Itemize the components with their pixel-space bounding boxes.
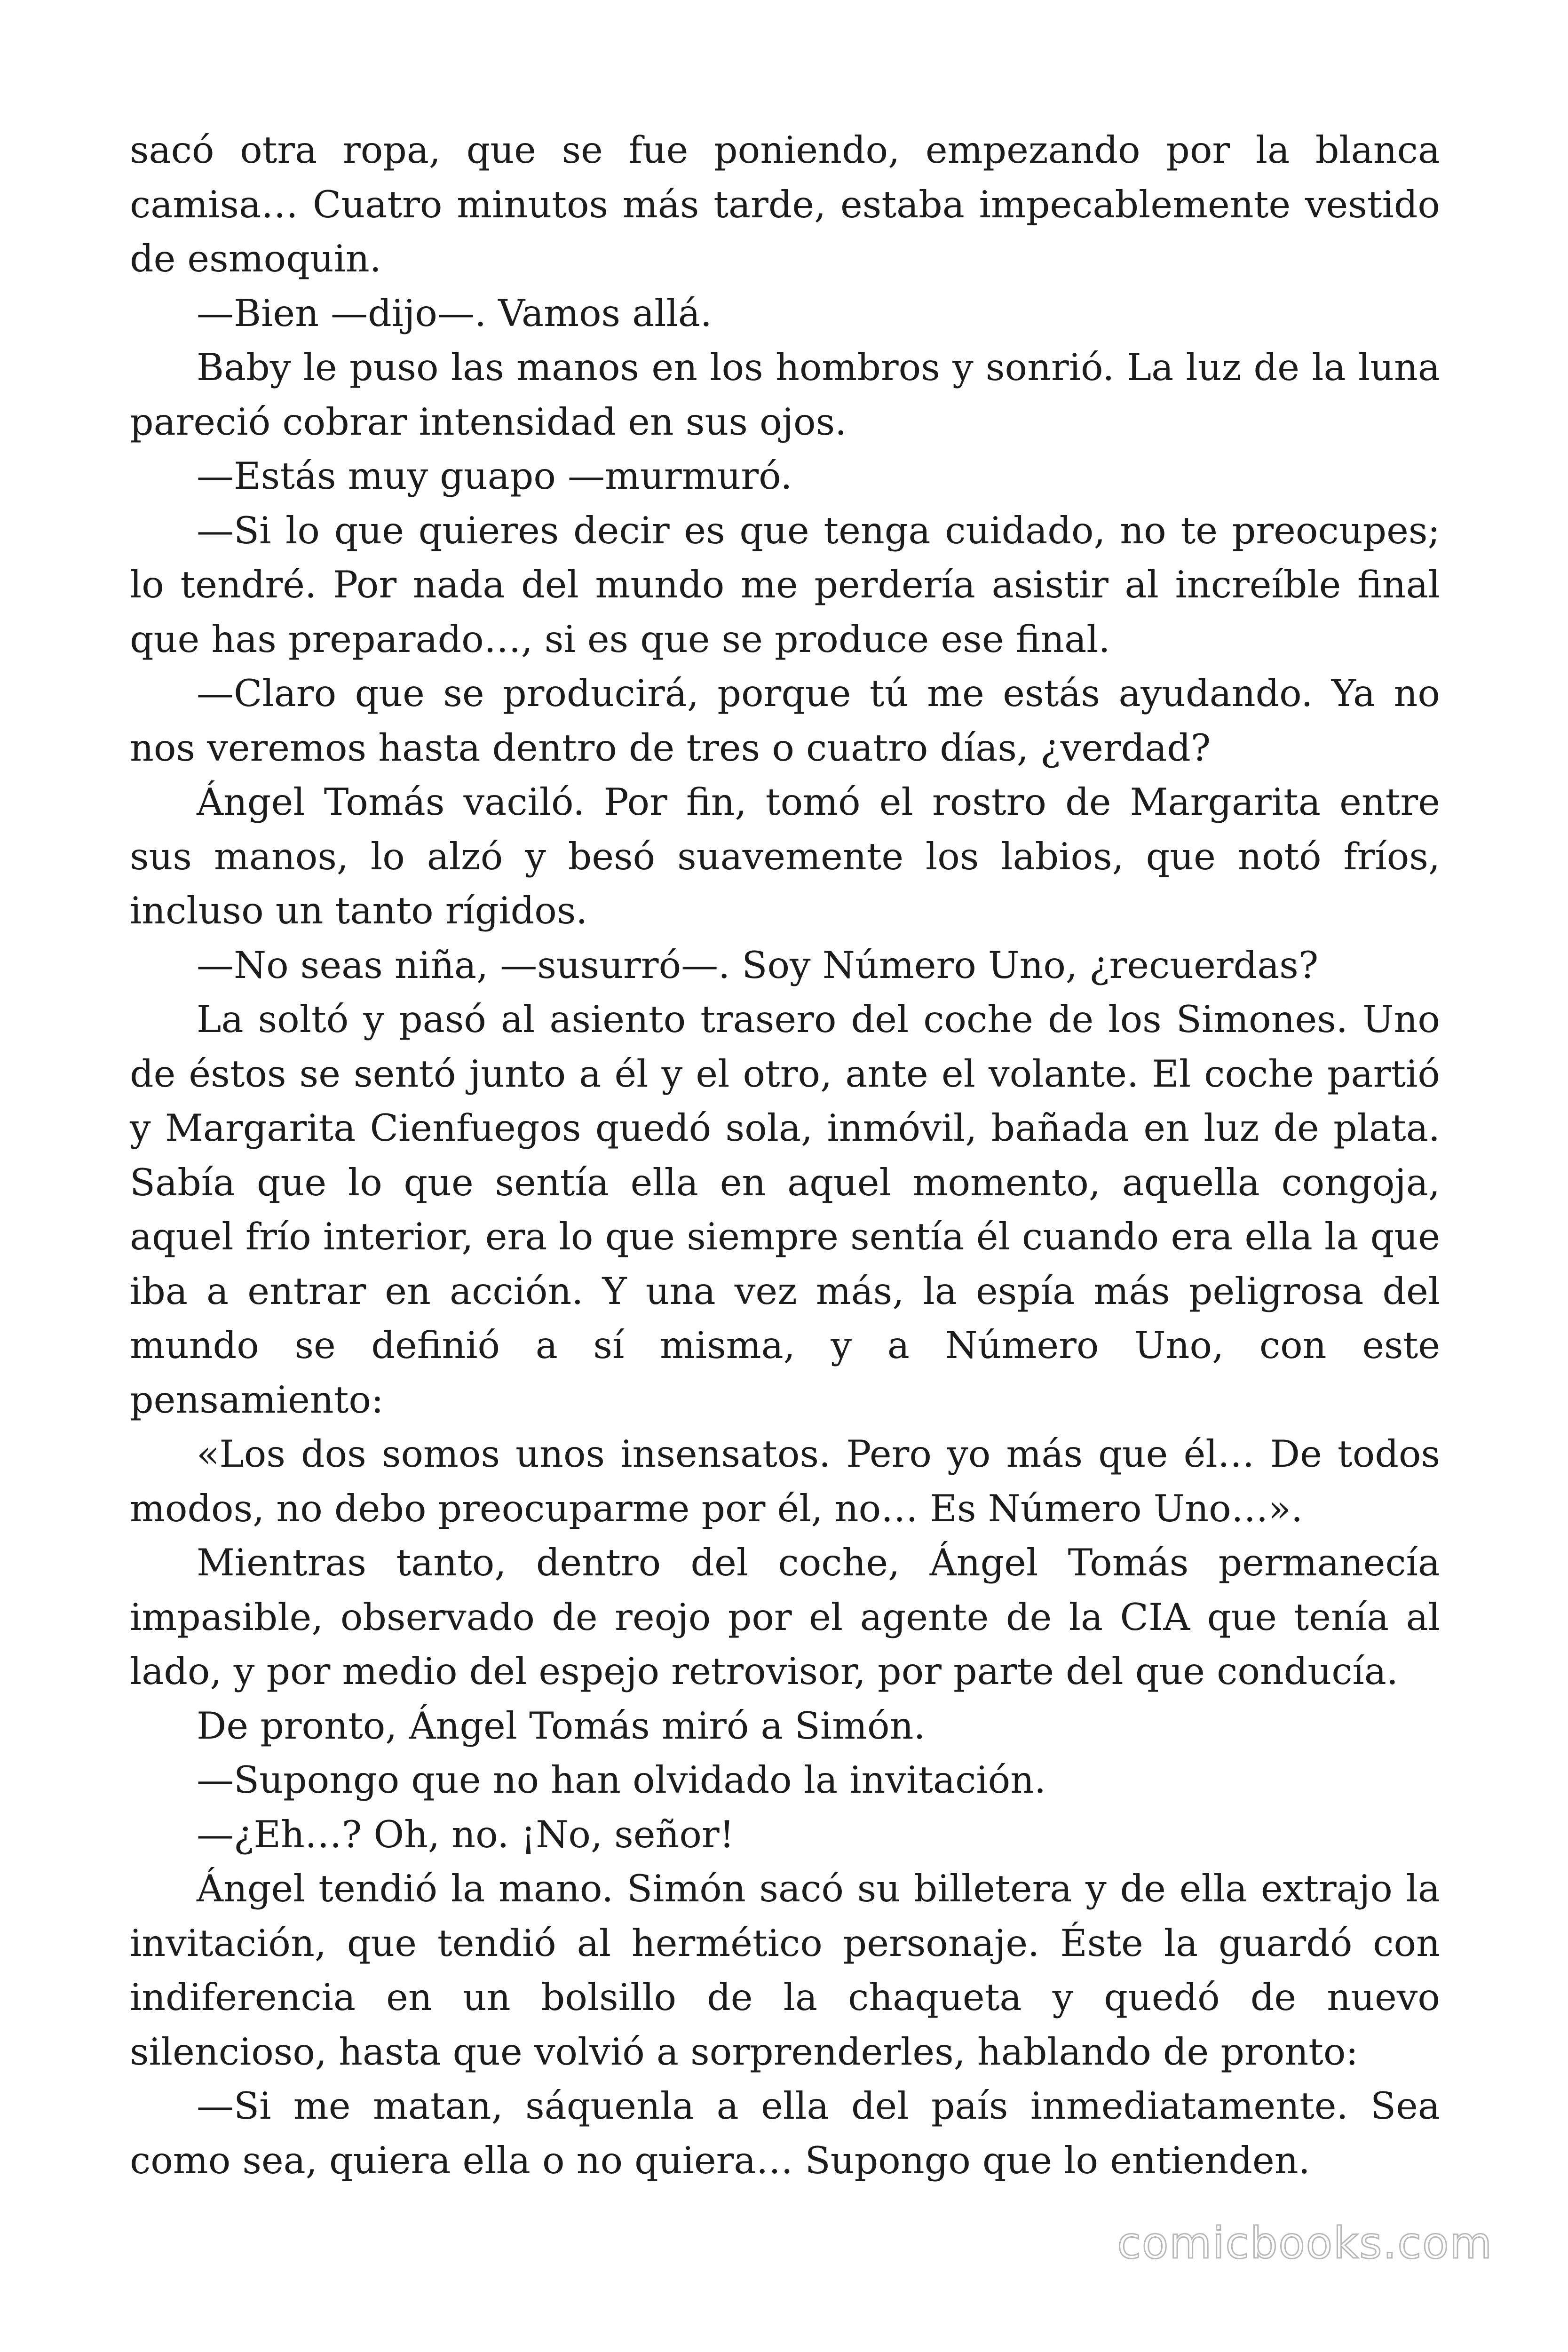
paragraph: sacó otra ropa, que se fue poniendo, empezando por la blanca camisa… Cuatro minutos más tarde, estaba impecablemente vestido de esmoquin. <box>130 128 1440 280</box>
paragraph: —Si lo que quieres decir es que tenga cuidado, no te preocupes; lo tendré. Por nada del mundo me perdería asistir al increíble final que has preparado…, si es que se produce ese final. <box>130 509 1440 661</box>
paragraph: Baby le puso las manos en los hombros y sonrió. La luz de la luna pareció cobrar intensidad en sus ojos. <box>130 346 1440 444</box>
body-text <box>130 123 1440 2188</box>
paragraph: «Los dos somos unos insensatos. Pero yo más que él… De todos modos, no debo preocuparme por él, no… Es Número Uno…». <box>130 1432 1440 1530</box>
paragraph: De pronto, Ángel Tomás miró a Simón. <box>197 1704 926 1748</box>
paragraph: La soltó y pasó al asiento trasero del coche de los Simones. Uno de éstos se sentó junto a él y el otro, ante el volante. El coche partió y Margarita Cienfuegos quedó sola, inmóvil, bañada en luz de plata. Sabía que lo que sentía ella en aquel momento, aquella congoja, aquel frío interior, era lo que siempre sentía él cuando era ella la que iba a entrar en acción. Y una vez más, la espía más peligrosa del mundo se definió a sí misma, y a Número Uno, con este pensamiento: <box>130 998 1440 1422</box>
paragraph: —Si me matan, sáquenla a ella del país inmediatamente. Sea como sea, quiera ella o no quiera… Supongo que lo entienden. <box>130 2084 1440 2182</box>
paragraph: —Estás muy guapo —murmuró. <box>197 454 792 498</box>
paragraph: Ángel Tomás vaciló. Por fin, tomó el rostro de Margarita entre sus manos, lo alzó y besó suavemente los labios, que notó fríos, incluso un tanto rígidos. <box>130 780 1440 932</box>
paragraph: Ángel tendió la mano. Simón sacó su billetera y de ella extrajo la invitación, que tendió al hermético personaje. Éste la guardó con indiferencia en un bolsillo de la chaqueta y quedó de nuevo silencioso, hasta que volvió a sorprenderles, hablando de pronto: <box>130 1867 1440 2074</box>
watermark: comicbooks.com <box>1117 2218 1493 2268</box>
paragraph: —Bien —dijo—. Vamos allá. <box>197 291 713 335</box>
paragraph: Mientras tanto, dentro del coche, Ángel Tomás permanecía impasible, observado de reojo por el agente de la CIA que tenía al lado, y por medio del espejo retrovisor, por parte del que conducía. <box>130 1541 1440 1693</box>
paragraph: —No seas niña, —susurró—. Soy Número Uno, ¿recuerdas? <box>197 943 1319 987</box>
paragraph: —¿Eh…? Oh, no. ¡No, señor! <box>197 1812 735 1856</box>
paragraph: —Supongo que no han olvidado la invitación. <box>197 1758 1046 1802</box>
paragraph: —Claro que se producirá, porque tú me estás ayudando. Ya no nos veremos hasta dentro de tres o cuatro días, ¿verdad? <box>130 672 1440 770</box>
